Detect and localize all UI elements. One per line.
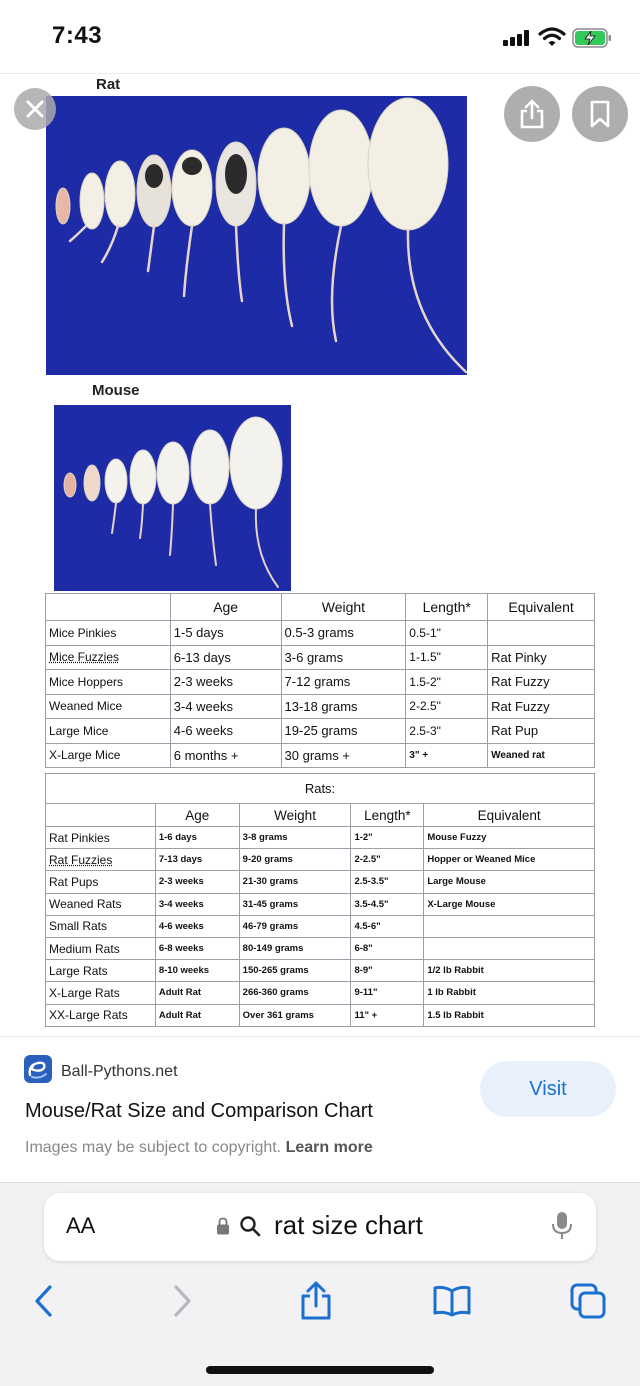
open-book-icon — [432, 1285, 472, 1317]
rats-table-caption: Rats: — [46, 774, 595, 804]
table-cell: Rat Fuzzy — [488, 670, 595, 695]
table-cell: Rat Pinky — [488, 645, 595, 670]
table-cell: Large Mouse — [424, 871, 595, 893]
learn-more-link[interactable]: Learn more — [285, 1139, 373, 1156]
table-cell: Adult Rat — [155, 982, 239, 1004]
table-row — [46, 645, 595, 670]
table-cell: 2-2.5" — [406, 694, 488, 719]
copyright-notice — [25, 1139, 373, 1157]
table-cell: Rat Fuzzies — [46, 849, 156, 871]
table-row — [46, 849, 595, 871]
status-time: 7:43 — [52, 22, 103, 49]
table-cell: 6-13 days — [170, 645, 281, 670]
table-row — [46, 915, 595, 937]
rats-table-caption-row — [46, 774, 595, 804]
mice-header-length: Length* — [406, 594, 488, 621]
table-cell: 6-8 weeks — [155, 937, 239, 959]
table-cell: Rat Pups — [46, 871, 156, 893]
table-cell: Adult Rat — [155, 1004, 239, 1026]
address-text[interactable]: rat size chart — [274, 1210, 423, 1240]
share-icon — [300, 1281, 332, 1321]
table-cell: 0.5-1" — [406, 621, 488, 646]
table-cell: 31-45 grams — [239, 893, 351, 915]
rat-label: Rat — [96, 76, 121, 93]
table-cell: 1-5 days — [170, 621, 281, 646]
rat-photo — [46, 96, 467, 375]
table-row — [46, 694, 595, 719]
table-cell: 80-149 grams — [239, 937, 351, 959]
table-cell: 4-6 weeks — [170, 719, 281, 744]
table-cell: X-Large Rats — [46, 982, 156, 1004]
cellular-signal-icon — [503, 30, 531, 46]
chevron-right-icon — [171, 1284, 193, 1318]
table-cell: Rat Fuzzy — [488, 694, 595, 719]
copyright-text: Images may be subject to copyright. — [25, 1139, 282, 1156]
lock-icon — [216, 1217, 230, 1235]
table-cell — [424, 937, 595, 959]
table-cell: 30 grams + — [281, 743, 406, 768]
table-row — [46, 827, 595, 849]
image-info-panel — [0, 1036, 640, 1182]
microphone-icon[interactable] — [551, 1211, 573, 1241]
table-cell: 8-9" — [351, 960, 424, 982]
mice-header-weight: Weight — [281, 594, 406, 621]
image-title[interactable]: Mouse/Rat Size and Comparison Chart — [25, 1100, 373, 1122]
close-button[interactable] — [14, 88, 56, 130]
table-cell: 9-11" — [351, 982, 424, 1004]
table-cell: Mice Fuzzies — [46, 645, 171, 670]
rats-size-table — [45, 773, 595, 1027]
table-cell: 19-25 grams — [281, 719, 406, 744]
table-cell: Mice Hoppers — [46, 670, 171, 695]
share-icon — [519, 99, 545, 129]
table-cell: 3" + — [406, 743, 488, 768]
table-row — [46, 743, 595, 768]
table-cell: 13-18 grams — [281, 694, 406, 719]
site-name[interactable]: Ball-Pythons.net — [61, 1063, 178, 1080]
mouse-label: Mouse — [92, 382, 140, 399]
table-row — [46, 982, 595, 1004]
table-cell: 46-79 grams — [239, 915, 351, 937]
table-cell: 2-3 weeks — [170, 670, 281, 695]
table-cell: Hopper or Weaned Mice — [424, 849, 595, 871]
status-bar — [0, 0, 640, 74]
tabs-icon — [569, 1282, 607, 1320]
table-cell — [424, 915, 595, 937]
table-cell: 6-8" — [351, 937, 424, 959]
close-icon — [25, 99, 45, 119]
mouse-photo — [54, 405, 291, 591]
table-cell: 1 lb Rabbit — [424, 982, 595, 1004]
table-cell: 4-6 weeks — [155, 915, 239, 937]
table-cell: Over 361 grams — [239, 1004, 351, 1026]
battery-charging-icon — [572, 28, 612, 48]
rats-table-header — [46, 804, 595, 827]
table-cell: 21-30 grams — [239, 871, 351, 893]
table-cell: 3.5-4.5" — [351, 893, 424, 915]
table-cell: Large Rats — [46, 960, 156, 982]
table-cell: Weaned Rats — [46, 893, 156, 915]
table-cell — [488, 621, 595, 646]
rats-header-age: Age — [155, 804, 239, 827]
table-cell: Weaned Mice — [46, 694, 171, 719]
bookmark-icon — [589, 100, 611, 128]
table-cell: 266-360 grams — [239, 982, 351, 1004]
table-cell: 6 months + — [170, 743, 281, 768]
tabs-button[interactable] — [566, 1279, 610, 1323]
table-cell: Mouse Fuzzy — [424, 827, 595, 849]
table-cell: 3-6 grams — [281, 645, 406, 670]
table-cell: 11" + — [351, 1004, 424, 1026]
table-cell: Rat Pinkies — [46, 827, 156, 849]
mice-header-age: Age — [170, 594, 281, 621]
table-cell: 1.5-2" — [406, 670, 488, 695]
table-cell: 0.5-3 grams — [281, 621, 406, 646]
visit-button[interactable]: Visit — [480, 1061, 616, 1117]
table-cell: Mice Pinkies — [46, 621, 171, 646]
chevron-left-icon — [33, 1284, 55, 1318]
table-cell: 7-12 grams — [281, 670, 406, 695]
image-preview — [0, 75, 640, 1035]
save-image-button[interactable] — [572, 86, 628, 142]
table-cell: 4.5-6" — [351, 915, 424, 937]
table-cell: 3-4 weeks — [170, 694, 281, 719]
table-cell: 2.5-3.5" — [351, 871, 424, 893]
back-button[interactable] — [22, 1279, 66, 1323]
table-cell: 2.5-3" — [406, 719, 488, 744]
mice-table-header — [46, 594, 595, 621]
table-cell: 8-10 weeks — [155, 960, 239, 982]
share-button[interactable] — [294, 1279, 338, 1323]
search-icon — [239, 1215, 261, 1237]
table-cell: 1-2" — [351, 827, 424, 849]
table-row — [46, 937, 595, 959]
wifi-icon — [538, 26, 566, 48]
forward-button[interactable] — [160, 1279, 204, 1323]
browser-bottom-bar — [0, 1182, 640, 1386]
table-cell: X-Large Mouse — [424, 893, 595, 915]
table-cell: 1/2 lb Rabbit — [424, 960, 595, 982]
address-bar[interactable] — [44, 1193, 596, 1261]
rats-header-weight: Weight — [239, 804, 351, 827]
table-cell: 1-6 days — [155, 827, 239, 849]
table-row — [46, 1004, 595, 1026]
rats-header-length: Length* — [351, 804, 424, 827]
table-row — [46, 871, 595, 893]
table-row — [46, 670, 595, 695]
table-cell: Small Rats — [46, 915, 156, 937]
table-cell: Medium Rats — [46, 937, 156, 959]
bookmarks-button[interactable] — [430, 1279, 474, 1323]
rats-header-blank — [46, 804, 156, 827]
reader-options-button[interactable]: AA — [66, 1213, 96, 1238]
table-row — [46, 893, 595, 915]
table-cell: 9-20 grams — [239, 849, 351, 871]
table-cell: X-Large Mice — [46, 743, 171, 768]
table-cell: 7-13 days — [155, 849, 239, 871]
site-favicon-icon — [24, 1055, 52, 1083]
share-image-button[interactable] — [504, 86, 560, 142]
mice-header-equivalent: Equivalent — [488, 594, 595, 621]
table-cell: 3-8 grams — [239, 827, 351, 849]
table-cell: XX-Large Rats — [46, 1004, 156, 1026]
table-cell: 1.5 lb Rabbit — [424, 1004, 595, 1026]
table-cell: 2-2.5" — [351, 849, 424, 871]
rats-header-equivalent: Equivalent — [424, 804, 595, 827]
table-row — [46, 960, 595, 982]
mice-header-blank — [46, 594, 171, 621]
table-cell: Weaned rat — [488, 743, 595, 768]
table-cell: 1-1.5" — [406, 645, 488, 670]
table-row — [46, 719, 595, 744]
table-cell: Large Mice — [46, 719, 171, 744]
mice-size-table — [45, 593, 595, 768]
table-cell: 3-4 weeks — [155, 893, 239, 915]
table-cell: 150-265 grams — [239, 960, 351, 982]
table-row — [46, 621, 595, 646]
home-indicator — [206, 1366, 434, 1374]
table-cell: 2-3 weeks — [155, 871, 239, 893]
table-cell: Rat Pup — [488, 719, 595, 744]
